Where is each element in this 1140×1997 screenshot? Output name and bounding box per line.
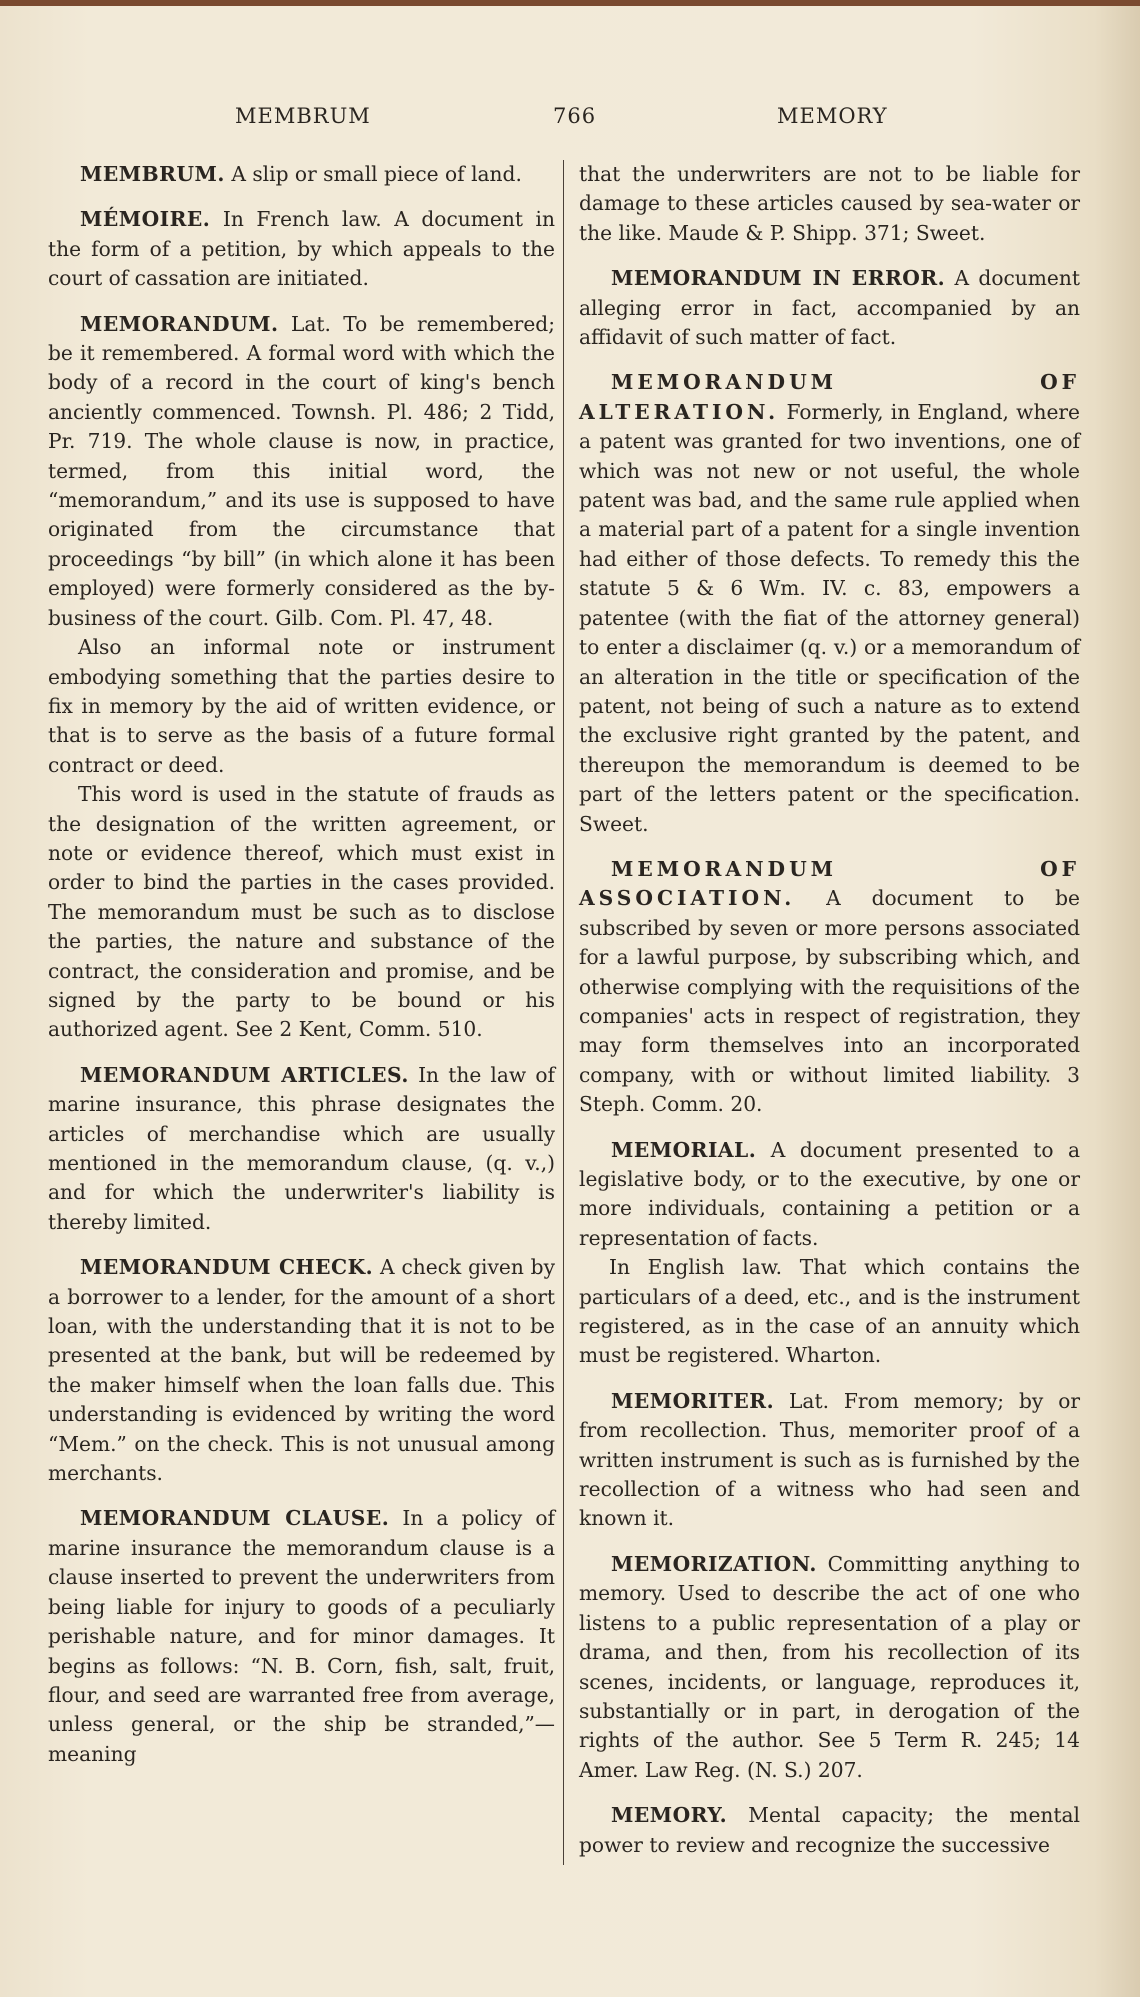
definition: A check given by a borrower to a lender, for the amount of a short loan, with the understanding that it is not to be presented at the bank, but will be redeemed by the maker himself when the loan falls due. This understanding is evidenced by writing the word “Mem.” on the check. This is not unusual among merchants. [48,1255,556,1486]
definition: Mental capacity; the mental power to review and recognize the successive [579,1803,1080,1857]
continued-definition: that the underwriters are not to be liable for damage to these articles caused by sea-water or the like. Maude & P. Shipp. 371; Sweet. [579,162,1080,245]
definition-paragraph: Also an informal note or instrument embodying something that the parties desire to fix in memory by the aid of written evidence, or that is to serve as the basis of a future formal contract or deed. [48,635,555,777]
definition: In a policy of marine insurance the memorandum clause is a clause inserted to prevent the underwriters from being liable for injury to goods of a peculiarly perishable nature, and for minor damages. It begins as follows: “N. B. Corn, fish, salt, fruit, flour, and seed are warranted free from average, unless general, or the ship be stranded,”—meaning [48,1506,555,1766]
definition-paragraph: This word is used in the statute of frauds as the designation of the written agreement, or note or evidence thereof, which must exist in order to bind the parties in the cases provided. The memorandum must be such as to disclose the parties, the nature and substance of the contract, the consideration and promise, and be signed by the party to be bound or his authorized agent. See 2 Kent, Comm. 510. [48,782,555,1042]
running-header [0,104,1140,134]
entry-memoriter [579,1387,1080,1534]
headword: MEMORIZATION. [611,1551,817,1576]
entry-memorandum-of-alteration [579,368,1080,839]
entry-memorandum-check [48,1253,555,1488]
headword: MEMORANDUM CHECK. [80,1255,374,1280]
headword: MEMORY. [611,1803,728,1828]
header-first-word: MEMBRUM [235,104,371,128]
entry-memorandum-of-association [579,855,1080,1120]
entry-memorization [579,1550,1080,1785]
definition: A document alleging error in fact, accompanied by an affidavit of such matter of fact. [579,266,1080,350]
headword: MEMORANDUM OF ALTERATION. [579,370,1080,424]
definition: A document to be subscribed by seven or more persons associated for a lawful purpose, by subscribing which, and otherwise complying with the requisitions of the companies' acts in respect of registration, they may form themselves into an incorporated company, with or without limited liability. 3 Steph. Comm. 20. [579,886,1080,1117]
headword: MÉMOIRE. [80,207,211,232]
entry-memorial [579,1136,1080,1371]
entry-memorandum-in-error [579,264,1080,352]
header-last-word: MEMORY [777,104,888,128]
definition: A document presented to a legislative body, or to the executive, by one or more individuals, containing a petition or a representation of facts. [579,1137,1081,1250]
right-column [579,160,1080,1876]
entry-membrum [48,160,555,189]
entry-memoire [48,205,555,293]
headword: MEMORANDUM. [80,311,279,336]
entry-memory [579,1801,1080,1860]
definition: Lat. From memory; by or from recollection. Thus, memoriter proof of a written instrument is such as is furnished by the recollection of a witness who had seen and known it. [579,1388,1080,1531]
definition: In French law. A document in the form of a petition, by which appeals to the court of cassation are initiated. [48,207,555,291]
definition: Formerly, in England, where a patent was granted for two inventions, one of which was not new or not useful, the whole patent was bad, and the same rule applied when a material part of a patent for a single invention had either of those defects. To remedy this the statute 5 & 6 Wm. IV. c. 83, empowers a patentee (with the fiat of the attorney general) to enter a disclaimer (q. v.) or a memorandum of an alteration in the title or specification of the patent, not being of such a nature as to extend the exclusive right granted by the patent, and thereupon the memorandum is deemed to be part of the letters patent or the specification. Sweet. [579,399,1080,836]
column-divider [563,160,564,1865]
entry-continuation [579,160,1080,248]
headword: MEMORANDUM ARTICLES. [80,1062,409,1087]
entry-memorandum-clause [48,1504,555,1769]
left-column [48,160,555,1785]
page-number: 766 [553,104,597,128]
headword: MEMBRUM. [80,162,225,186]
headword: MEMORANDUM OF ASSOCIATION. [579,856,1080,911]
headword: MEMORIAL. [611,1137,757,1162]
definition-paragraph: In English law. That which contains the particulars of a deed, etc., and is the instrument registered, as in the case of an annuity which must be registered. Wharton. [579,1255,1080,1368]
definition: Committing anything to memory. Used to describe the act of one who listens to a public representation of a play or drama, and then, from his recollection of its scenes, incidents, or language, reproduces it, substantially or in part, in derogation of the rights of the author. See 5 Term R. 245; 14 Amer. Law Reg. (N. S.) 207. [579,1551,1080,1782]
headword: MEMORANDUM IN ERROR. [611,266,946,291]
entry-memorandum [48,310,555,1045]
definition: In the law of marine insurance, this phrase designates the articles of merchandise which are usually mentioned in the memorandum clause, (q. v.,) and for which the underwriter's liability is thereby limited. [48,1062,555,1234]
entry-memorandum-articles [48,1061,555,1237]
headword: MEMORANDUM CLAUSE. [80,1506,390,1531]
definition: A slip or small piece of land. [231,162,522,186]
headword: MEMORITER. [611,1388,775,1413]
definition: Lat. To be remembered; be it remembered. A formal word with which the body of a record in the court of king's bench anciently commenced. Townsh. Pl. 486; 2 Tidd, Pr. 719. The whole clause is now, in practice, termed, from this initial word, the “memorandum,” and its use is supposed to have originated from the circumstance that proceedings “by bill” (in which alone it has been employed) were formerly considered as the by-business of the court. Gilb. Com. Pl. 47, 48. [48,311,555,630]
page-top-edge [0,0,1140,6]
